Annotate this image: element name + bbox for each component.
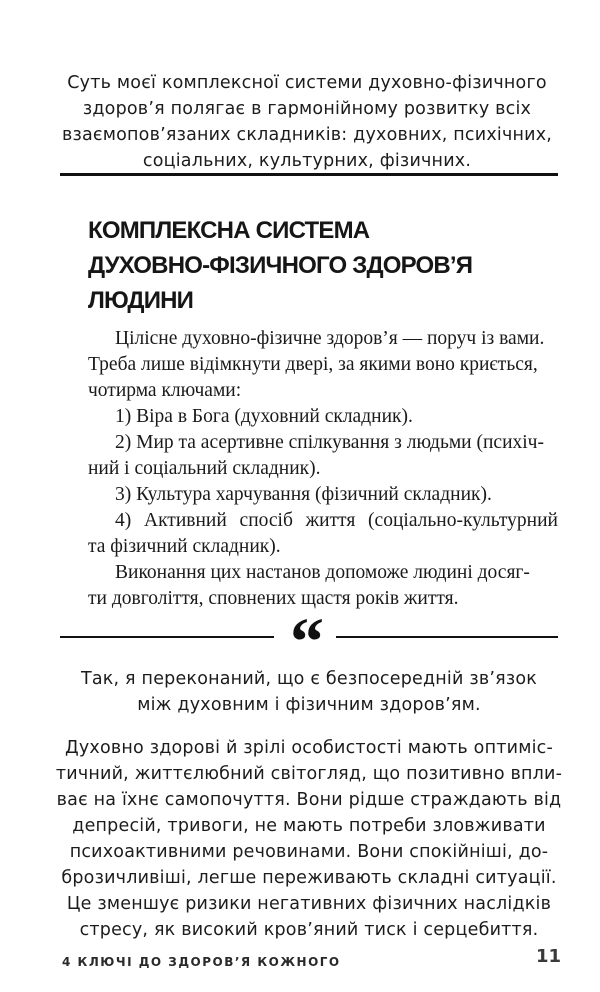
running-footer-title: 4 КЛЮЧІ ДО ЗДОРОВ’Я КОЖНОГО (62, 955, 341, 969)
body-line: Треба лише відімкнути двері, за якими воно криється, (88, 354, 538, 375)
quote-line: Так, я переконаний, що є безпосередній зв’язок (80, 669, 538, 689)
key-item-4: 4) Активний спосіб життя (соціально-культурний (115, 510, 558, 531)
intro-line: здоров’я полягає в гармонійному розвитку всіх (82, 99, 532, 119)
body-line: Виконання цих настанов допоможе людині досяг- (115, 562, 530, 583)
heading-line: ЛЮДИНИ (88, 287, 194, 314)
paragraph-line: ває на їхнє самопочуття. Вони рідше страждають від (56, 790, 562, 810)
quote-rule-left (60, 636, 274, 638)
heading-line: ДУХОВНО-ФІЗИЧНОГО ЗДОРОВ’Я (88, 252, 473, 279)
page-number: 11 (536, 946, 562, 967)
quote-rule-right (336, 636, 558, 638)
intro-line: Суть моєї комплексної системи духовно-фізичного (67, 73, 547, 93)
body-line: Цілісне духовно-фізичне здоров’я — поруч із вами. (115, 328, 545, 349)
paragraph-line: стресу, як високий кров’яний тиск і серцебиття. (79, 920, 539, 940)
intro-line: взаємопов’язаних складників: духовних, психічних, (61, 125, 553, 145)
key-item-4-cont: та фізичний складник). (88, 536, 281, 557)
paragraph-line: депресій, тривоги, не мають потреби зловживати (72, 816, 546, 836)
intro-paragraph (52, 70, 562, 174)
key-item-2-cont: ний і соціальний складник). (88, 458, 321, 479)
paragraph-line: Це зменшує ризики негативних фізичних наслідків (66, 894, 552, 914)
quote-line: між духовним і фізичним здоров’ям. (137, 695, 481, 715)
section-heading (88, 213, 558, 318)
key-item-1: 1) Віра в Бога (духовний складник). (115, 406, 413, 427)
paragraph-line: психоактивними речовинами. Вони спокійніші, до- (69, 842, 549, 862)
body-text (88, 326, 558, 612)
key-item-3: 3) Культура харчування (фізичний складник). (115, 484, 492, 505)
quote-mark-icon: “ (290, 603, 324, 679)
paragraph-line: Духовно здорові й зрілі особистості мають оптиміс- (64, 738, 553, 758)
pull-quote (60, 666, 558, 718)
key-item-2: 2) Мир та асертивне спілкування з людьми (психіч- (115, 432, 544, 453)
heading-line: КОМПЛЕКСНА СИСТЕМА (88, 217, 370, 244)
paragraph-line: тичний, життєлюбний світогляд, що позитивно впли- (55, 764, 563, 784)
closing-paragraph (52, 735, 566, 943)
intro-line: соціальних, культурних, фізичних. (142, 151, 472, 171)
paragraph-line: брозичливіші, легше переживають складні ситуації. (61, 868, 557, 888)
section-divider (60, 173, 558, 176)
body-line: чотирма ключами: (88, 380, 242, 401)
body-line: ти довголіття, сповнених щастя років життя. (88, 588, 459, 609)
